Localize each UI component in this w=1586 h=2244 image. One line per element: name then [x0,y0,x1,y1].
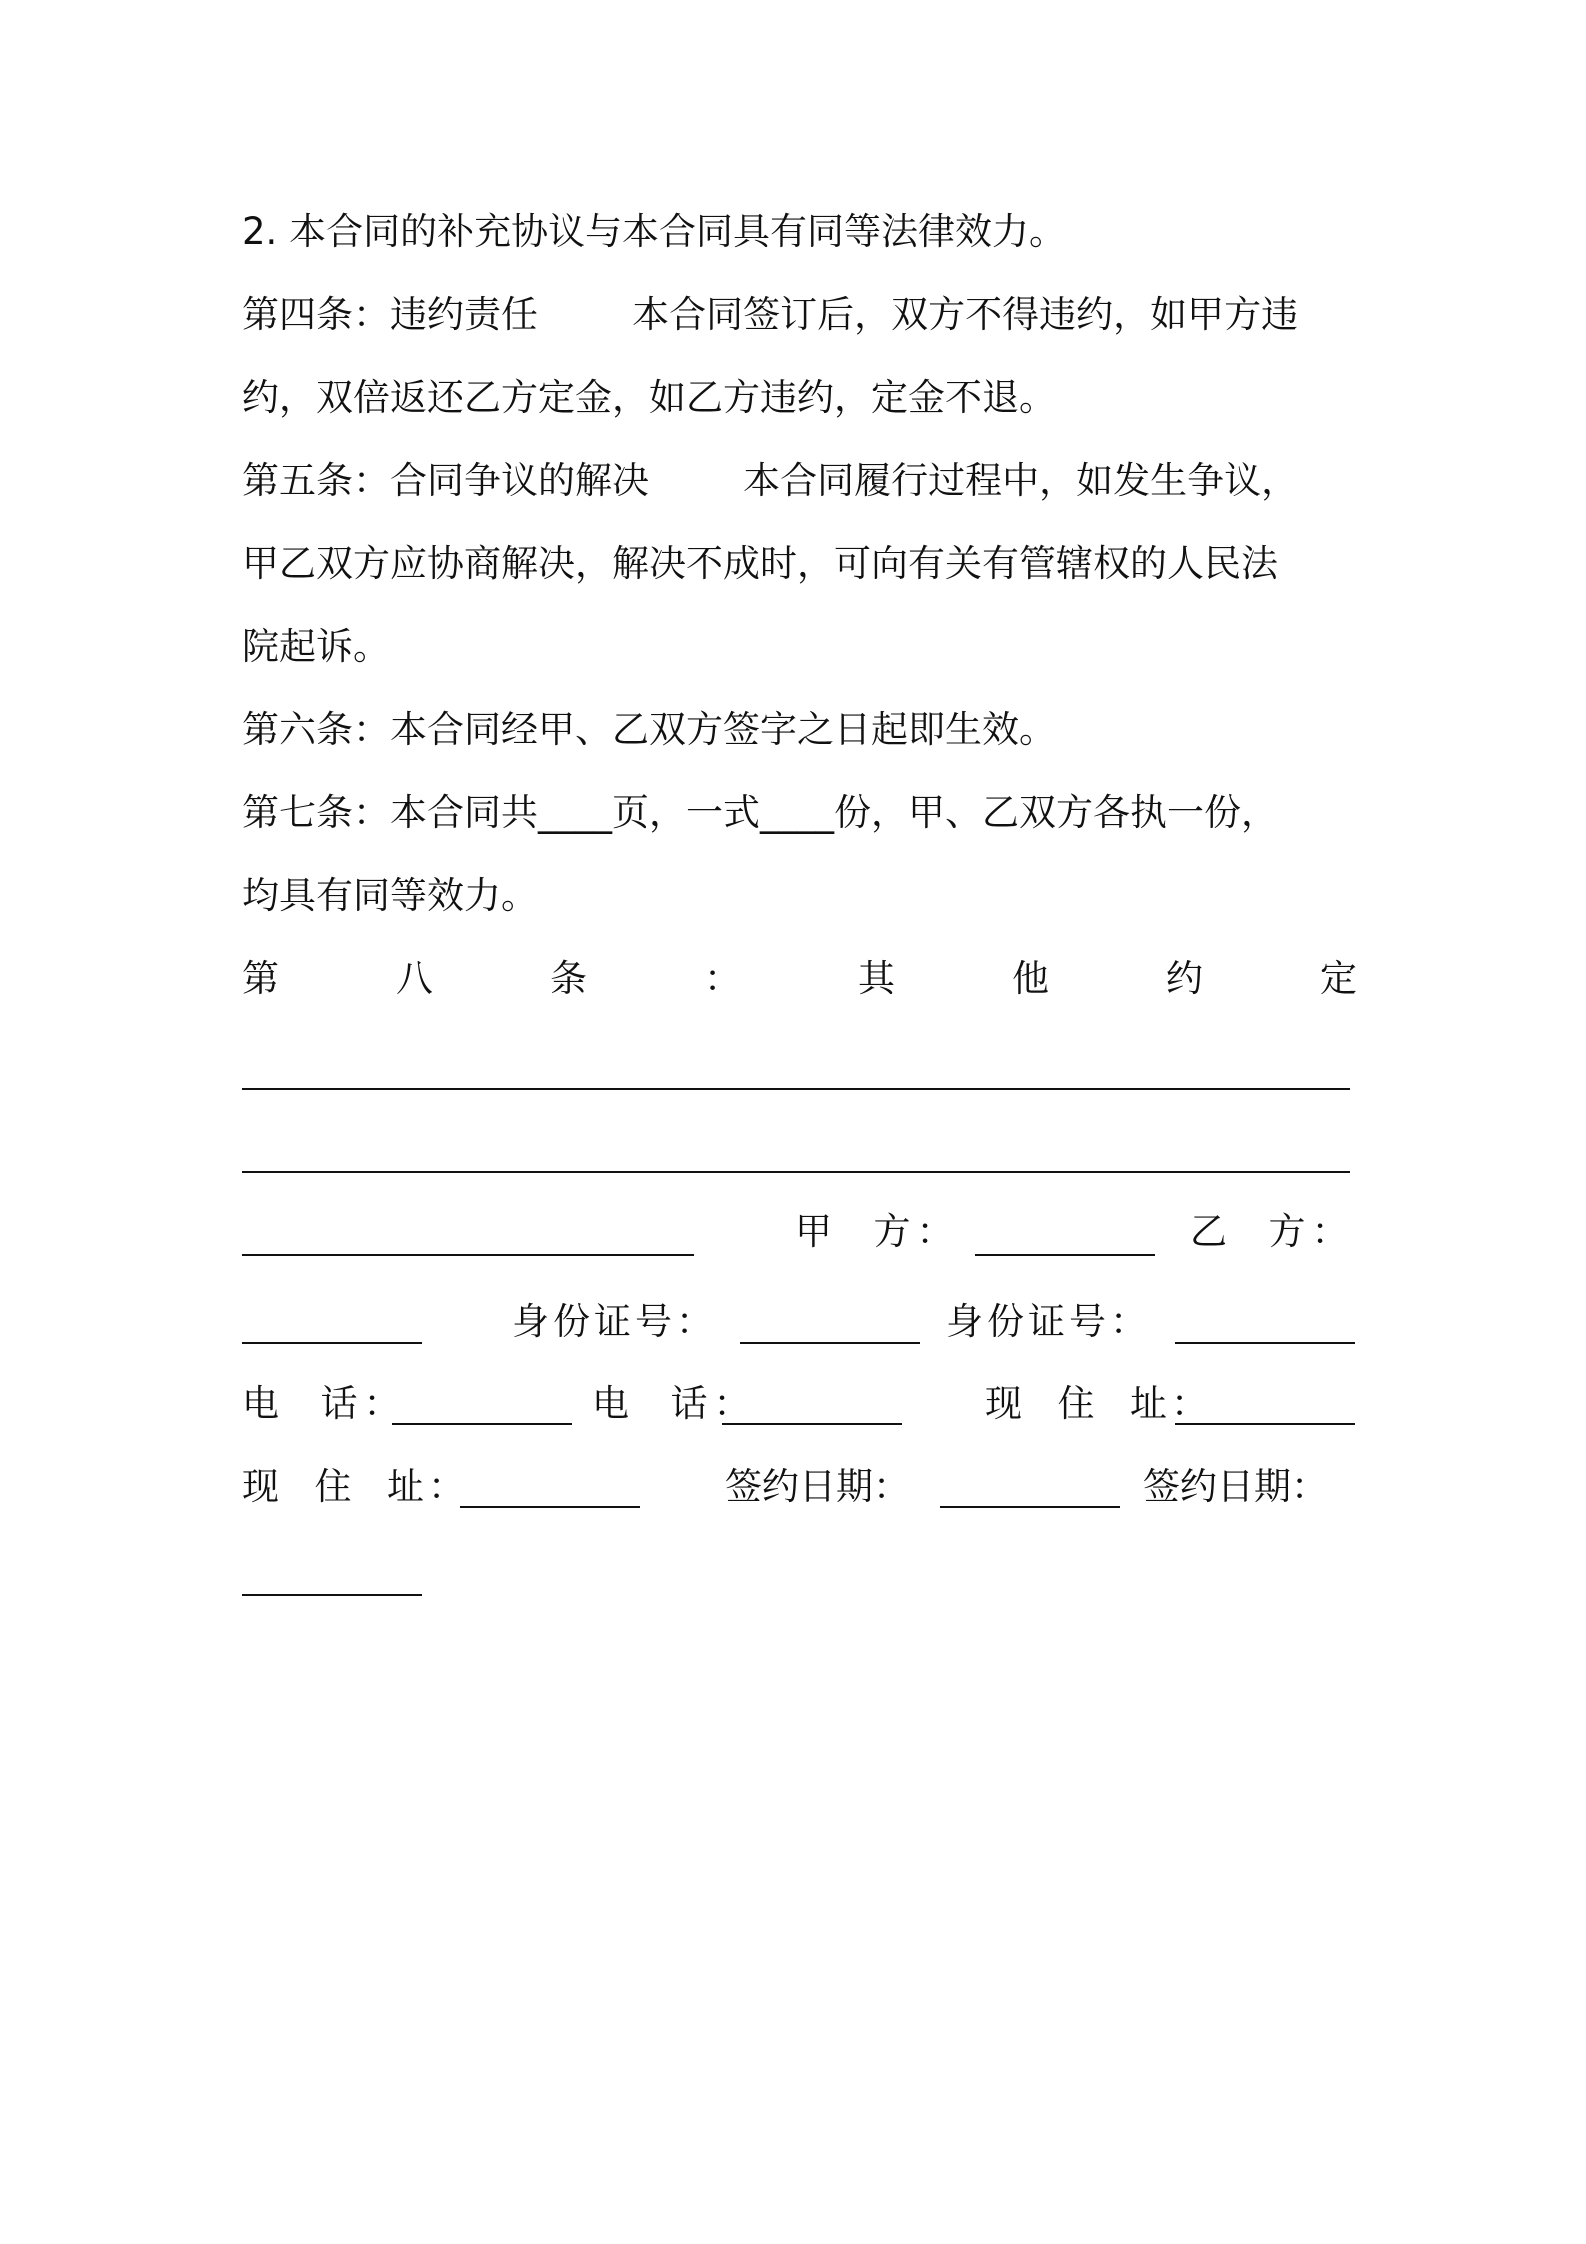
heading-char: 条 [550,957,587,1000]
paragraph-line: 第六条：本合同经甲、乙双方签字之日起即生效。 [242,708,1056,751]
id-number-label-a: 身份证号： [512,1300,717,1343]
paragraph-line: 第四条：违约责任 本合同签订后，双方不得违约，如甲方违 [242,293,1299,336]
paragraph-line: 第五条：合同争议的解决 本合同履行过程中，如发生争议， [242,459,1299,502]
paragraph-line: 院起诉。 [242,625,390,668]
phone-label-b: 电 话： [592,1382,757,1425]
blank-fill-line [242,1171,1350,1173]
heading-char: 他 [1012,957,1049,1000]
heading-char: 八 [396,957,433,1000]
sign-date-label-a: 签约日期： [725,1465,910,1508]
blank-fill-line [242,1088,1350,1090]
party-b-label: 乙 方： [1190,1210,1355,1253]
heading-char: 定 [1320,957,1357,1000]
heading-char: ： [704,957,741,1000]
paragraph-line: 均具有同等效力。 [242,874,538,917]
phone-blank-b [722,1423,902,1425]
paragraph-line: 甲乙双方应协商解决，解决不成时，可向有关有管辖权的人民法 [242,542,1278,585]
sign-date-label-b: 签约日期： [1143,1465,1328,1508]
party-a-label: 甲 方： [795,1210,960,1253]
party-b-blank [242,1342,422,1344]
paragraph-line: 约，双倍返还乙方定金，如乙方违约，定金不退。 [242,376,1056,419]
blank-fill-line [242,1254,694,1256]
heading-char: 约 [1166,957,1203,1000]
article-eight-heading [242,947,1357,1011]
address-label-a: 现 住 址： [242,1465,470,1508]
paragraph-line: 第七条：本合同共____页，一式____份，甲、乙双方各执一份， [242,791,1278,834]
phone-blank-a [392,1423,572,1425]
address-label-b: 现 住 址： [985,1382,1213,1425]
heading-char: 其 [858,957,895,1000]
paragraph-line: 2. 本合同的补充协议与本合同具有同等法律效力。 [242,210,1067,253]
heading-char: 第 [242,957,279,1000]
id-number-blank-b [1175,1342,1355,1344]
phone-label-a: 电 话： [242,1382,407,1425]
address-blank-a [460,1506,640,1508]
sign-date-blank-a [940,1506,1120,1508]
id-number-blank-a [740,1342,920,1344]
address-blank-b [1175,1423,1355,1425]
party-a-blank [975,1254,1155,1256]
sign-date-blank-b [242,1594,422,1596]
id-number-label-b: 身份证号： [946,1300,1151,1343]
